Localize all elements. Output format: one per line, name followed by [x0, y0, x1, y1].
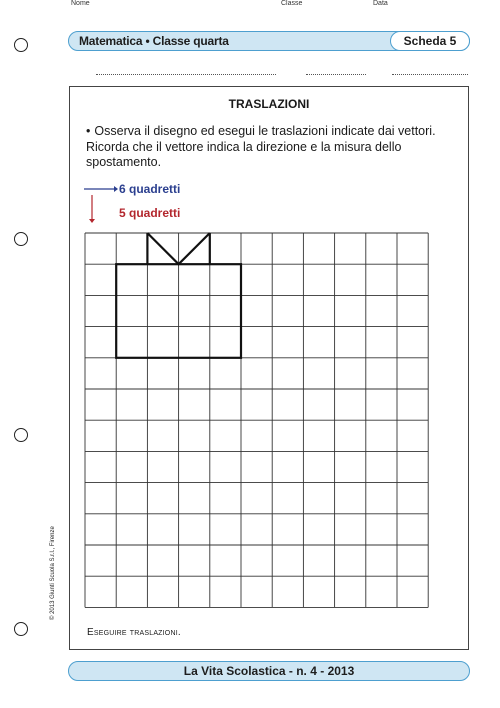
class-label: Classe — [281, 0, 303, 7]
copyright-note: © 2013 Giunti Scuola S.r.l., Firenze — [50, 526, 56, 620]
header-bar — [68, 31, 470, 51]
sheet-number-badge: Scheda 5 — [390, 31, 470, 51]
vector-down-arrow-icon — [86, 194, 98, 224]
binder-hole-bottom — [14, 622, 28, 636]
binder-hole-top — [14, 38, 28, 52]
date-label: Data — [373, 0, 388, 7]
vector-down-label: 5 quadretti — [119, 206, 181, 220]
binder-hole-lower-middle — [14, 428, 28, 442]
exercise-title: TRASLAZIONI — [228, 97, 310, 111]
date-field[interactable] — [392, 74, 468, 75]
squared-grid[interactable] — [84, 232, 430, 609]
instruction-text: Osserva il disegno ed esegui le traslazioni indicate dai vettori. Ricorda che il vettore indica la direzione e la misura dello spostamento. — [86, 124, 436, 169]
vector-right-label: 6 quadretti — [119, 182, 181, 196]
name-field[interactable] — [96, 74, 276, 75]
bullet-icon: • — [86, 124, 91, 138]
header-subject: Matematica • Classe quarta — [79, 34, 229, 48]
footer-bar: La Vita Scolastica - n. 4 - 2013 — [68, 661, 470, 681]
binder-hole-upper-middle — [14, 232, 28, 246]
exercise-instruction — [86, 124, 446, 171]
exercise-caption: Eseguire traslazioni. — [87, 627, 181, 638]
name-label: Nome — [71, 0, 90, 7]
class-field[interactable] — [306, 74, 366, 75]
